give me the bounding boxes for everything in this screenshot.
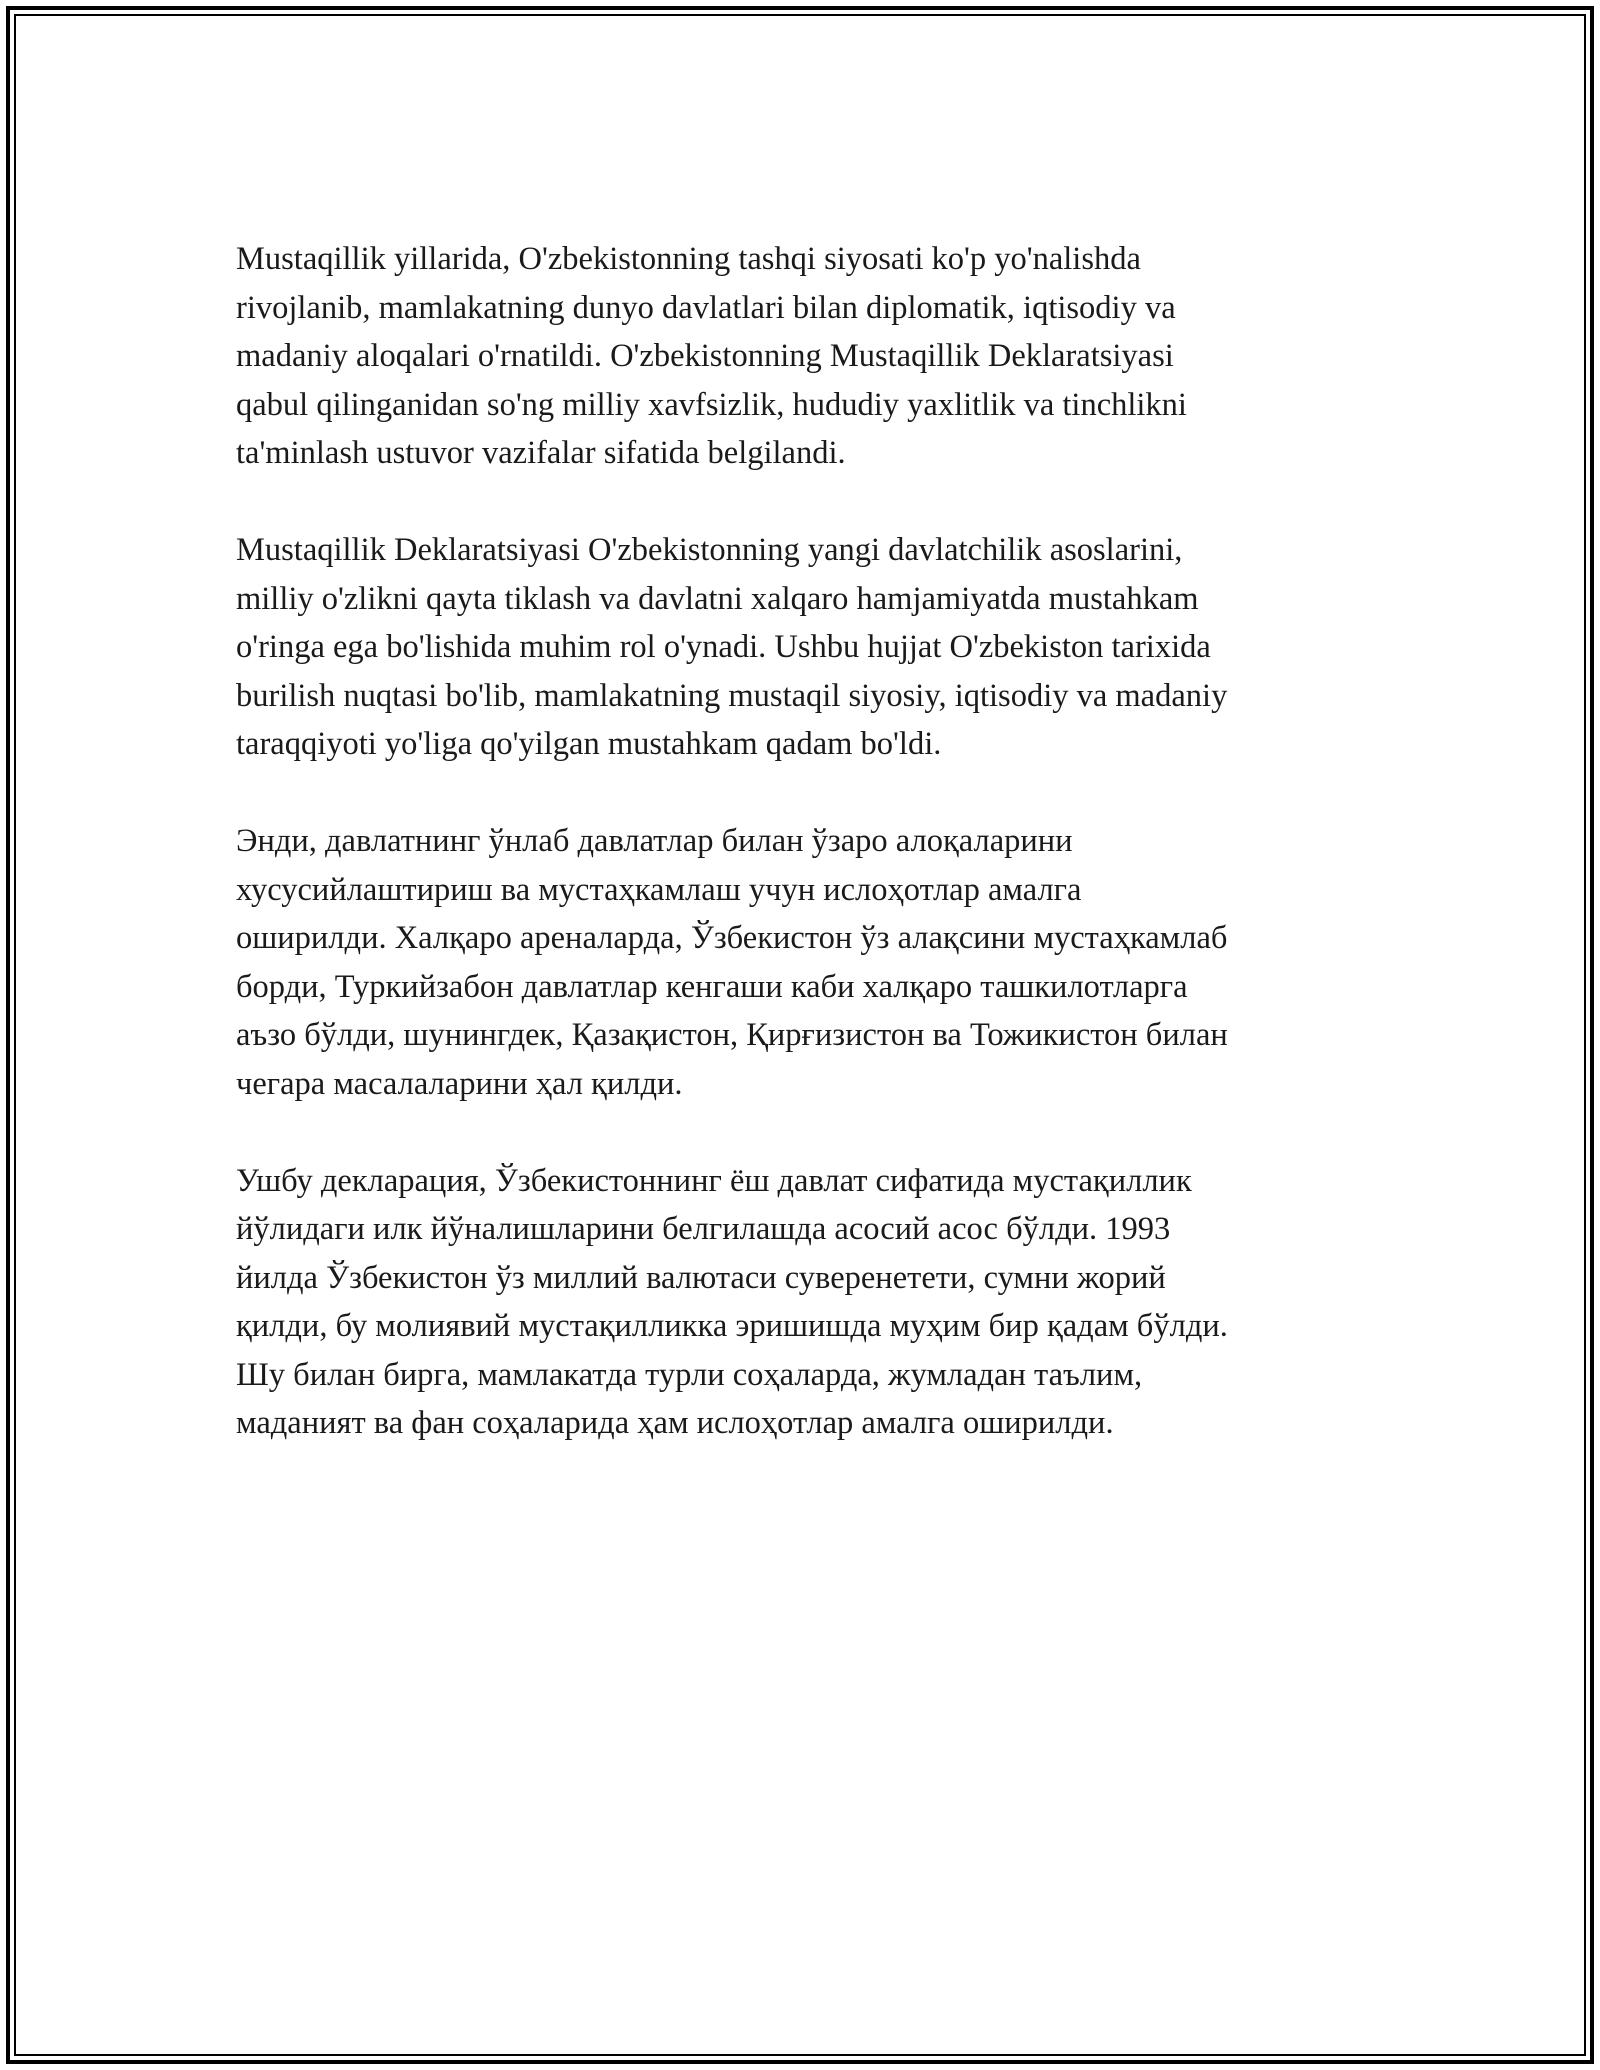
text-line: оширилди. Халқаро ареналарда, Ўзбекистон ўз алақсини мустаҳкамлаб xyxy=(236,920,1228,956)
text-line: аъзо бўлди, шунингдек, Қазақистон, Қирғизистон ва Тожикистон билан xyxy=(236,1017,1228,1053)
text-line: o'ringa ega bo'lishida muhim rol o'ynadi. Ushbu hujjat O'zbekiston tarixida xyxy=(236,629,1211,665)
text-line: Шу билан бирга, мамлакатда турли соҳаларда, жумладан таълим, xyxy=(236,1356,1143,1393)
text-line: milliy o'zlikni qayta tiklash va davlatni xalqaro hamjamiyatda mustahkam xyxy=(236,580,1199,617)
text-line: қилди, бу молиявий мустақилликка эришишда муҳим бир қадам бўлди. xyxy=(236,1308,1228,1344)
text-line: burilish nuqtasi bo'lib, mamlakatning mustaqil siyosiy, iqtisodiy va madaniy xyxy=(236,677,1228,714)
text-line: йилда Ўзбекистон ўз миллий валютаси суверенетети, сумни жорий xyxy=(236,1259,1166,1296)
text-line: Энди, давлатнинг ўнлаб давлатлар билан ўзаро алоқаларини xyxy=(236,823,1073,859)
text-line: чегара масалаларини ҳал қилди. xyxy=(236,1065,683,1102)
document-body xyxy=(236,235,1376,1496)
paragraph-2 xyxy=(236,526,1376,769)
text-line: маданият ва фан соҳаларида ҳам ислоҳотлар амалга оширилди. xyxy=(236,1405,1114,1441)
text-line: Mustaqillik yillarida, O'zbekistonning tashqi siyosati ko'p yo'nalishda xyxy=(236,241,1141,277)
text-line: Mustaqillik Deklaratsiyasi O'zbekistonning yangi davlatchilik asoslarini, xyxy=(236,532,1183,568)
text-line: rivojlanib, mamlakatning dunyo davlatlari bilan diplomatik, iqtisodiy va xyxy=(236,289,1176,326)
text-line: qabul qilinganidan so'ng milliy xavfsizlik, hududiy yaxlitlik va tinchlikni xyxy=(236,386,1187,423)
text-line: йўлидаги илк йўналишларини белгилашда асосий асос бўлди. 1993 xyxy=(236,1211,1171,1247)
text-line: ta'minlash ustuvor vazifalar sifatida belgilandi. xyxy=(236,435,846,471)
text-line: taraqqiyoti yo'liga qo'yilgan mustahkam qadam bo'ldi. xyxy=(236,726,942,762)
text-line: хусусийлаштириш ва мустаҳкамлаш учун ислоҳотлар амалга xyxy=(236,871,1082,908)
text-line: Ушбу декларация, Ўзбекистоннинг ёш давлат сифатида мустақиллик xyxy=(236,1162,1192,1199)
text-line: борди, Туркийзабон давлатлар кенгаши каби халқаро ташкилотларга xyxy=(236,968,1188,1005)
paragraph-3 xyxy=(236,817,1376,1108)
paragraph-4 xyxy=(236,1157,1376,1448)
paragraph-1 xyxy=(236,235,1376,478)
text-line: madaniy aloqalari o'rnatildi. O'zbekistonning Mustaqillik Deklaratsiyasi xyxy=(236,338,1174,374)
